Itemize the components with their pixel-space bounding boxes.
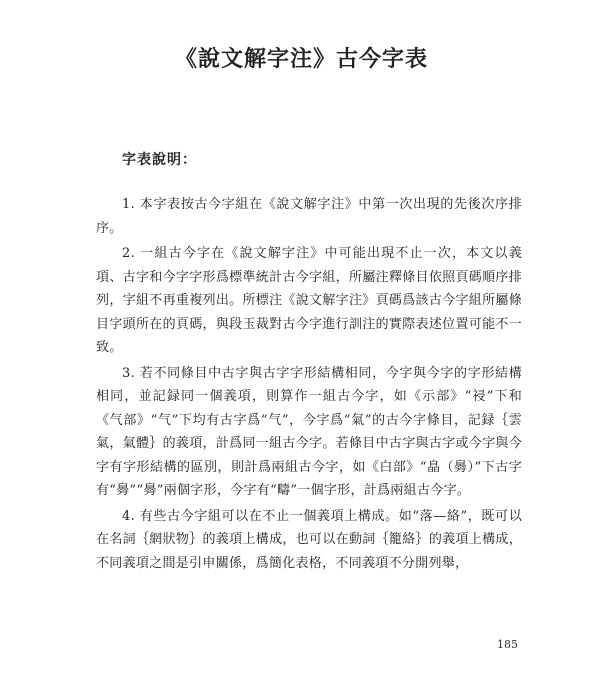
section-heading: 字表說明： xyxy=(122,152,197,168)
page-title: 《說文解字注》古今字表 xyxy=(174,46,428,72)
paragraph-4: 4. 有些古今字組可以在不止一個義項上構成。如“落—絡”，既可以在名詞｛網狀物｝的義項上構成，也可以在動詞｛籠絡｝的義項上構成，不同義項之間是引申關係，爲簡化表格，不同義項不分開列舉， xyxy=(96,508,522,571)
explanation-body xyxy=(96,193,522,577)
paragraph-2: 2. 一組古今字在《說文解字注》中可能出現不止一次，本文以義項、古字和今字字形爲標準統計古今字組，所屬注釋條目依照頁碼順序排列，字組不再重複列出。所標注《說文解字注》頁碼爲該古今字組所屬條目字頭所在的頁碼，與段玉裁對古今字進行訓注的實際表述位置可能不一致。 xyxy=(96,246,522,355)
paragraph-3: 3. 若不同條目中古字與古字字形結構相同，今字與今字的字形結構相同，並記録同一個義項，則算作一組古今字，如《示部》“祲”下和《气部》“气”下均有古字爲“气”，今字爲“氣”的古今字條目，記録｛雲氣，氣體｝的義項，計爲同一組古今字。若條目中古字與古字或今字與今字有字形結構的區別，則計爲兩組古今字，如《白部》“皛（臱）”下古字有“臱”“臱”兩個字形，今字有“疇”一個字形，計爲兩組古今字。 xyxy=(96,365,522,498)
page-number: 185 xyxy=(497,638,518,651)
paragraph-1: 1. 本字表按古今字組在《說文解字注》中第一次出現的先後次序排序。 xyxy=(96,197,522,236)
